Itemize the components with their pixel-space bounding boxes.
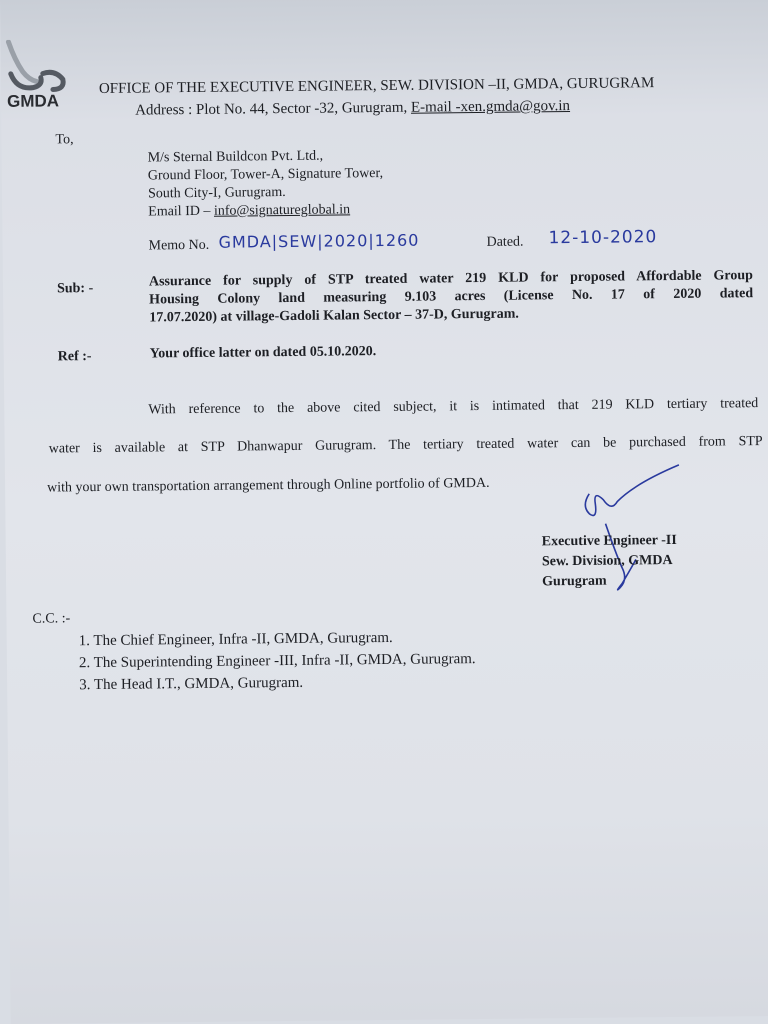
address-text: Address : Plot No. 44, Sector -32, Gurugram, <box>135 99 408 119</box>
email-label: Email ID – <box>148 203 211 220</box>
signatory-division: Sew. Division, GMDA <box>541 552 673 570</box>
office-address <box>135 98 570 120</box>
cc-item: 3. The Head I.T., GMDA, Gurugram. <box>79 674 304 694</box>
reference-label: Ref :- <box>57 349 92 365</box>
memo-label: Memo No. <box>148 237 210 254</box>
cc-item: 1. The Chief Engineer, Infra -II, GMDA, Gurugram. <box>78 629 393 650</box>
addressee-email: info@signatureglobal.in <box>213 202 351 219</box>
office-heading: OFFICE OF THE EXECUTIVE ENGINEER, SEW. DIVISION –II, GMDA, GURUGRAM <box>98 75 655 97</box>
memo-number-handwritten: GMDA|SEW|2020|1260 <box>218 230 420 252</box>
addressee-email-line <box>148 202 350 220</box>
subject-line: Housing Colony land measuring 9.103 acres (License No. 17 of 2020 dated <box>149 286 754 308</box>
cc-label: C.C. :- <box>32 611 71 627</box>
logo-text: GMDA <box>6 91 60 111</box>
subject-label: Sub: - <box>56 281 94 297</box>
subject-line: Assurance for supply of STP treated water 219 KLD for proposed Affordable Group <box>148 268 754 290</box>
subject-line: 17.07.2020) at village-Gadoli Kalan Sector – 37-D, Gurugram. <box>149 306 519 326</box>
office-email: E-mail -xen.gmda@gov.in <box>410 98 571 116</box>
reference-text: Your office latter on dated 05.10.2020. <box>149 344 377 362</box>
addressee-line: M/s Sternal Buildcon Pvt. Ltd., <box>147 148 324 166</box>
dated-label: Dated. <box>486 234 524 250</box>
body-line: With reference to the above cited subject, it is intimated that 219 KLD tertiary treated <box>148 396 759 418</box>
addressee-line: South City-I, Gurugram. <box>147 185 286 202</box>
date-handwritten: 12-10-2020 <box>548 227 658 249</box>
addressee-line: Ground Floor, Tower-A, Signature Tower, <box>147 165 384 184</box>
body-line: with your own transportation arrangement through Online portfolio of GMDA. <box>47 475 490 496</box>
body-line: water is available at STP Dhanwapur Gurugram. The tertiary treated water can be purchased from STP <box>48 434 763 457</box>
signatory-city: Gurugram <box>542 573 607 590</box>
to-label: To, <box>55 132 74 148</box>
signatory-title: Executive Engineer -II <box>541 532 677 550</box>
cc-item: 2. The Superintending Engineer -III, Infra -II, GMDA, Gurugram. <box>78 651 476 672</box>
